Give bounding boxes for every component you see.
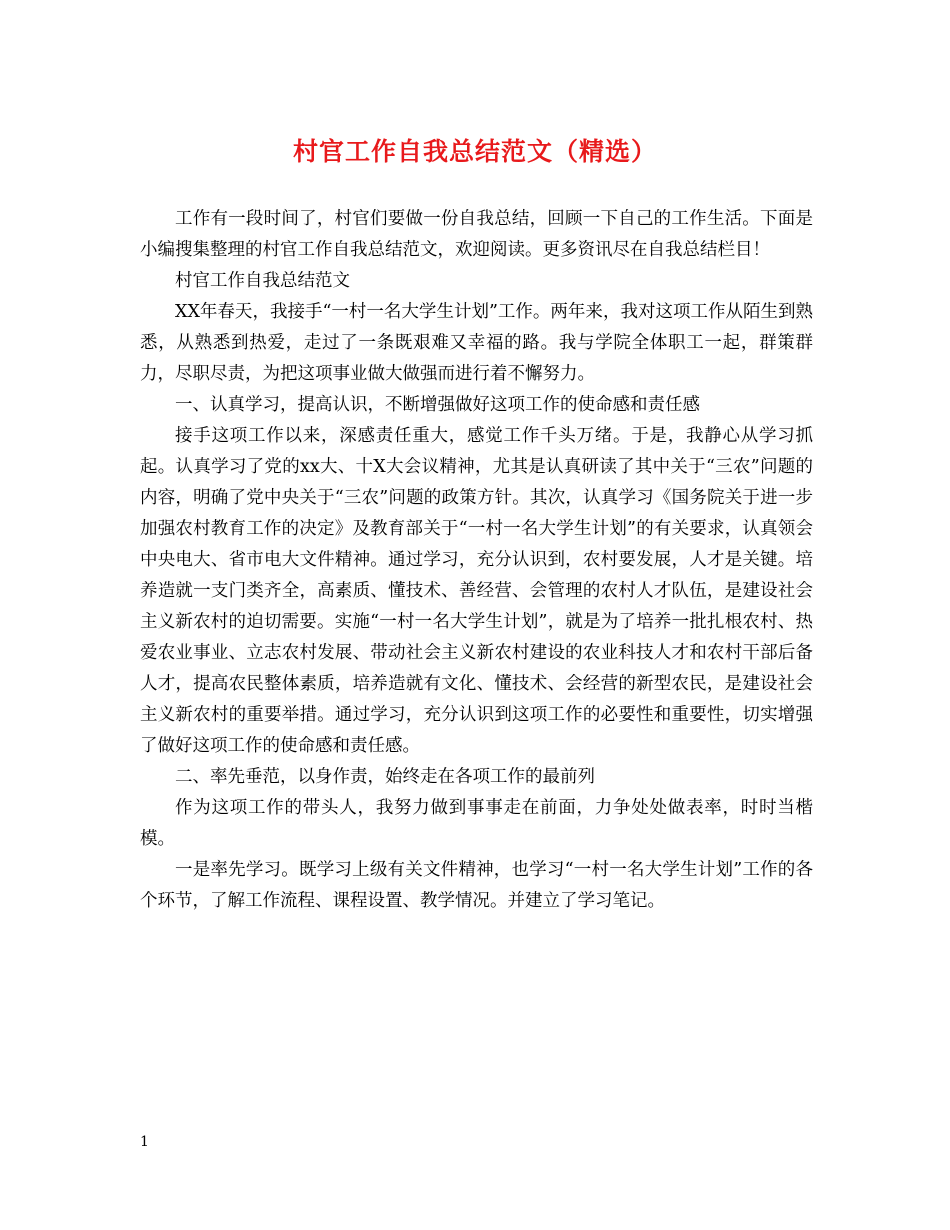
subheading-two: 二、率先垂范，以身作责，始终走在各项工作的最前列 [175, 767, 595, 787]
page-number: 1 [140, 1134, 149, 1150]
intro-paragraph: 工作有一段时间了，村官们要做一份自我总结，回顾一下自己的工作生活。下面是小编搜集整理的村官工作自我总结范文，欢迎阅读。更多资讯尽在自我总结栏目！ [140, 209, 813, 260]
document-body [140, 204, 813, 917]
body-paragraph: XX年春天，我接手“一村一名大学生计划”工作。两年来，我对这项工作从陌生到熟悉，从熟悉到热爱，走过了一条既艰难又幸福的路。我与学院全体职工一起，群策群力，尽职尽责，为把这项事业做大做强而进行着不懈努力。 [140, 302, 813, 384]
subheading-one: 一、认真学习，提高认识，不断增强做好这项工作的使命感和责任感 [175, 395, 700, 415]
body-paragraph: 一是率先学习。既学习上级有关文件精神，也学习“一村一名大学生计划”工作的各个环节，了解工作流程、课程设置、教学情况。并建立了学习笔记。 [140, 860, 813, 911]
section-heading: 村官工作自我总结范文 [175, 271, 350, 291]
body-paragraph: 接手这项工作以来，深感责任重大，感觉工作千头万绪。于是，我静心从学习抓起。认真学习了党的xx大、十X大会议精神，尤其是认真研读了其中关于“三农”问题的内容，明确了党中央关于“三农”问题的政策方针。其次，认真学习《国务院关于进一步加强农村教育工作的决定》及教育部关于“一村一名大学生计划”的有关要求，认真领会中央电大、省市电大文件精神。通过学习，充分认识到，农村要发展，人才是关键。培养造就一支门类齐全，高素质、懂技术、善经营、会管理的农村人才队伍，是建设社会主义新农村的迫切需要。实施“一村一名大学生计划”，就是为了培养一批扎根农村、热爱农业事业、立志农村发展、带动社会主义新农村建设的农业科技人才和农村干部后备人才，提高农民整体素质，培养造就有文化、懂技术、会经营的新型农民，是建设社会主义新农村的重要举措。通过学习，充分认识到这项工作的必要性和重要性，切实增强了做好这项工作的使命感和责任感。 [140, 426, 813, 756]
document-title: 村官工作自我总结范文（精选） [292, 137, 657, 166]
body-paragraph: 作为这项工作的带头人，我努力做到事事走在前面，力争处处做表率，时时当楷模。 [140, 798, 813, 849]
